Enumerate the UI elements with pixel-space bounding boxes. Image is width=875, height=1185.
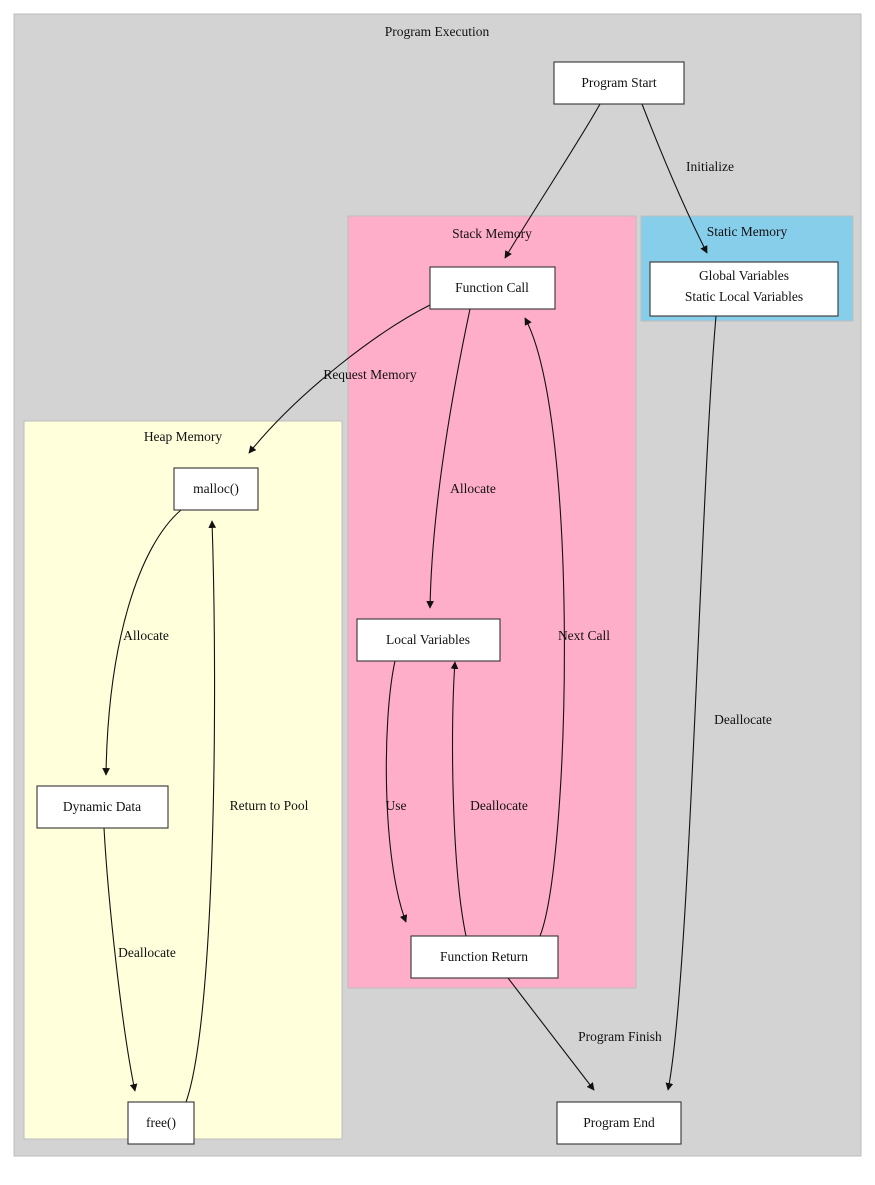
node-label-local-variables: Local Variables — [385, 632, 471, 648]
node-label-function-call: Function Call — [455, 280, 529, 296]
cluster-label-heap-memory: Heap Memory — [143, 429, 223, 445]
edge-label-request-memory: Request Memory — [323, 367, 417, 383]
edge-label-initialize: Initialize — [686, 159, 734, 175]
cluster-label-program-execution: Program Execution — [384, 24, 490, 40]
edge-label-use: Use — [385, 798, 407, 814]
cluster-stack-memory — [348, 216, 636, 988]
node-free[interactable] — [128, 1102, 194, 1144]
node-malloc[interactable] — [174, 468, 258, 510]
cluster-heap-memory — [24, 421, 342, 1139]
node-function-call[interactable] — [430, 267, 555, 309]
node-local-variables[interactable] — [357, 619, 500, 661]
node-label-program-end: Program End — [583, 1115, 655, 1131]
node-label-malloc: malloc() — [193, 481, 239, 497]
node-static-variables[interactable] — [650, 262, 838, 316]
node-label-dynamic-data: Dynamic Data — [62, 799, 142, 815]
cluster-label-static-memory: Static Memory — [706, 224, 788, 240]
node-program-start[interactable] — [554, 62, 684, 104]
edge-label-allocate-stack: Allocate — [450, 481, 496, 497]
node-label-free: free() — [146, 1115, 176, 1131]
edge-label-return-to-pool: Return to Pool — [229, 798, 309, 814]
edge-label-program-finish: Program Finish — [578, 1029, 662, 1045]
node-function-return[interactable] — [411, 936, 558, 978]
node-label-program-start: Program Start — [581, 75, 657, 91]
edge-label-allocate-heap: Allocate — [123, 628, 169, 644]
edge-label-next-call: Next Call — [557, 628, 611, 644]
node-dynamic-data[interactable] — [37, 786, 168, 828]
edge-label-deallocate-stack: Deallocate — [470, 798, 528, 814]
node-program-end[interactable] — [557, 1102, 681, 1144]
edge-label-deallocate-static: Deallocate — [714, 712, 772, 728]
node-label-function-return: Function Return — [439, 949, 529, 965]
cluster-label-stack-memory: Stack Memory — [452, 226, 532, 242]
node-label-global-variables: Global Variables — [698, 268, 790, 284]
edge-label-deallocate-heap: Deallocate — [118, 945, 176, 961]
node-label-static-local-variables: Static Local Variables — [684, 289, 804, 305]
